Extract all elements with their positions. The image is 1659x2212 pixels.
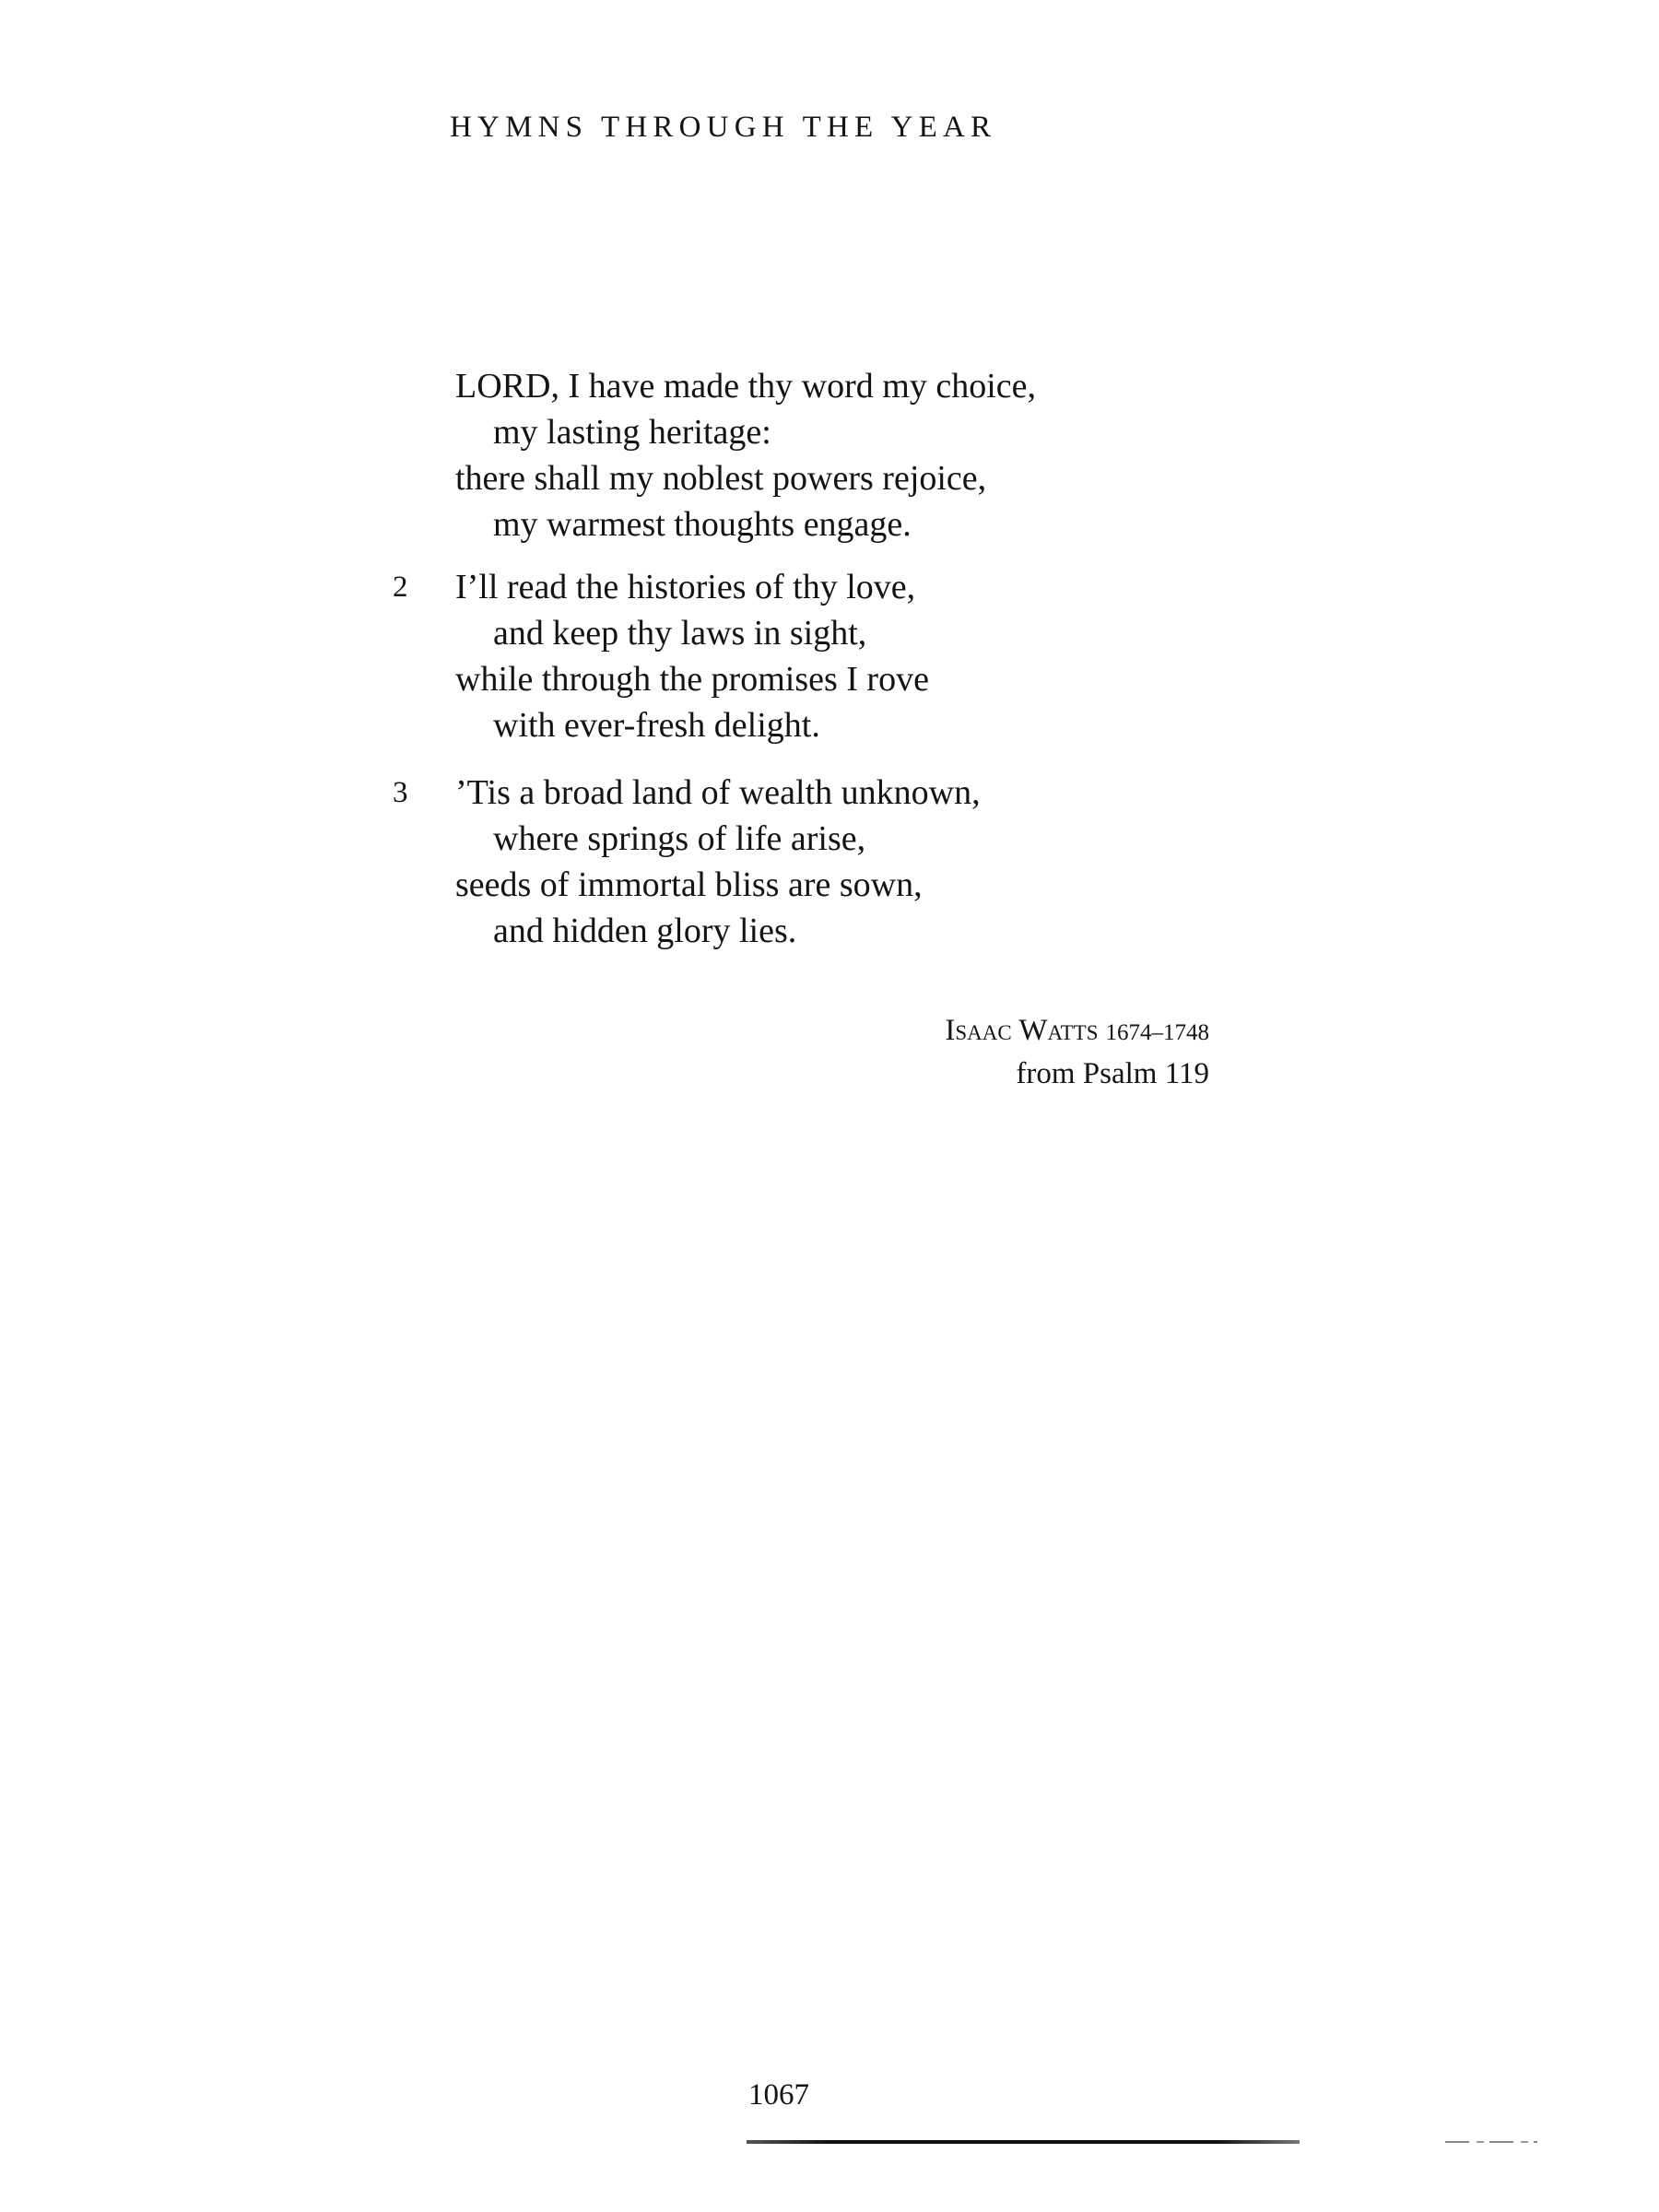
stanza-1 xyxy=(455,363,1285,547)
stanza-line: there shall my noblest powers rejoice, xyxy=(455,459,987,498)
attribution-source: from Psalm 119 xyxy=(1016,1057,1209,1090)
attribution xyxy=(945,1010,1209,1094)
stanza-line: and keep thy laws in sight, xyxy=(493,614,867,653)
stanza-2 xyxy=(393,564,1285,748)
stanza-line: ’Tis a broad land of wealth unknown, xyxy=(455,773,981,812)
stanza-line: while through the promises I rove xyxy=(455,660,929,699)
stanza-line: and hidden glory lies. xyxy=(493,912,797,950)
author-name: Isaac Watts xyxy=(945,1014,1099,1047)
running-head: HYMNS THROUGH THE YEAR xyxy=(450,111,997,144)
bottom-rule xyxy=(747,2140,1300,2144)
author-dates: 1674–1748 xyxy=(1105,1020,1209,1045)
verse-number: 3 xyxy=(393,776,408,809)
stanza-line: with ever-fresh delight. xyxy=(493,706,820,745)
stanza-line: I’ll read the histories of thy love, xyxy=(455,568,916,606)
verse-number: 2 xyxy=(393,571,408,604)
stanza-line: my warmest thoughts engage. xyxy=(493,505,912,544)
stanza-line: where springs of life arise, xyxy=(493,819,866,858)
stanza-line: my lasting heritage: xyxy=(493,413,771,452)
page-number: 1067 xyxy=(748,2078,809,2112)
stanza-3 xyxy=(393,770,1285,954)
author-line xyxy=(945,1010,1209,1053)
stanza-line: seeds of immortal bliss are sown, xyxy=(455,865,923,904)
bottom-rule-fragment xyxy=(1445,2141,1537,2143)
stanza-line: LORD, I have made thy word my choice, xyxy=(455,367,1036,406)
